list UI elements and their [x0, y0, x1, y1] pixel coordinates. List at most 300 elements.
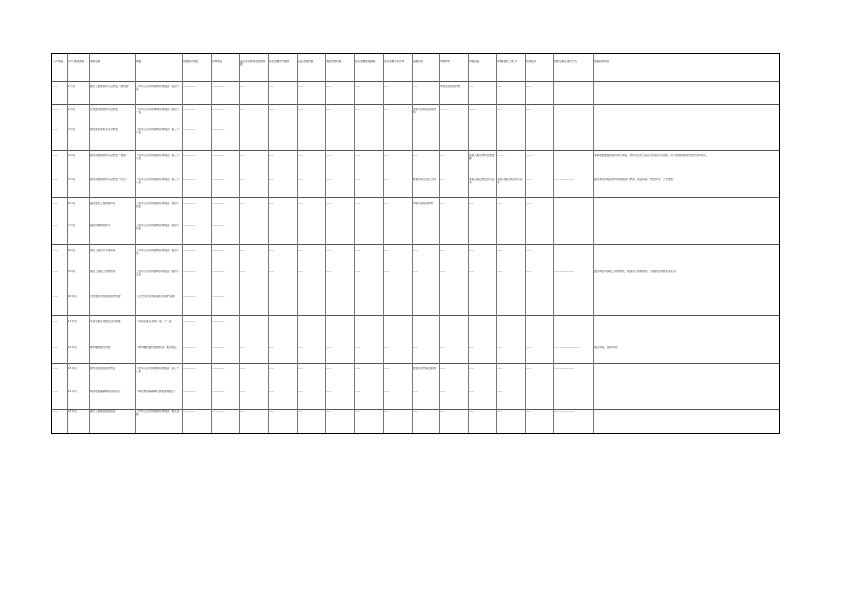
table-cell: ——	[497, 108, 503, 111]
table-cell	[594, 85, 778, 99]
table-cell: ——	[469, 367, 475, 370]
table-cell: —————	[183, 178, 196, 181]
table-cell: ——	[269, 178, 275, 181]
table-cell: 规划条件及出让合同	[413, 178, 436, 181]
table-cell: ——	[440, 390, 446, 393]
table-cell: ——	[413, 390, 419, 393]
table-cell	[326, 224, 353, 235]
table-cell: 风景名胜区内建设活动审批	[90, 320, 121, 323]
table-cell	[469, 128, 495, 139]
table-cell: ———	[440, 108, 448, 111]
table-cell: ——	[240, 202, 246, 205]
table-cell	[526, 390, 552, 401]
table-cell: 《中华人民共和国城乡规划法》第四十四条	[136, 224, 180, 231]
table-cell: 《中华人民共和国城乡规划法》第三十八条	[136, 367, 180, 374]
table-cell: ——	[497, 390, 503, 393]
table-cell: ——	[526, 85, 532, 88]
table-cell: ——	[269, 390, 275, 393]
table-cell	[440, 224, 467, 235]
data-table	[51, 53, 780, 434]
table-cell: 11 许可	[68, 320, 78, 323]
row-label: ——	[53, 108, 59, 111]
table-cell: ——	[413, 85, 419, 88]
table-cell: 申请书及相关材料	[413, 202, 434, 205]
row-divider	[52, 315, 779, 316]
table-cell	[326, 295, 353, 306]
table-cell	[269, 224, 296, 235]
table-cell	[554, 320, 592, 331]
table-cell: ——	[298, 85, 304, 88]
table-cell: ——	[355, 154, 361, 157]
table-cell: ——	[440, 367, 446, 370]
table-cell: ——	[413, 270, 419, 273]
table-cell: ——	[355, 108, 361, 111]
table-cell: ——	[497, 270, 503, 273]
table-cell	[594, 367, 778, 381]
table-cell	[240, 128, 267, 139]
table-cell	[594, 295, 778, 309]
row-label: ——	[53, 178, 59, 181]
table-cell: ———	[526, 154, 534, 157]
header-cell: 是否需要现场勘验	[355, 60, 376, 63]
table-cell	[298, 224, 324, 235]
header-cell: 事项名称	[90, 60, 101, 63]
table-cell	[554, 390, 592, 401]
table-cell: 《中华人民共和国城乡规划法》第四十四条	[136, 202, 180, 209]
header-cell: 办理时限(工作日)	[497, 60, 517, 63]
table-cell	[469, 320, 495, 331]
table-cell: ——	[440, 178, 446, 181]
row-label: ——	[53, 202, 59, 205]
table-cell	[326, 128, 353, 139]
table-cell: —————	[183, 128, 196, 131]
table-cell: ——	[469, 390, 475, 393]
table-cell: ——	[240, 178, 246, 181]
table-cell: ——	[326, 178, 332, 181]
table-cell: ——	[355, 270, 361, 273]
table-cell: —————	[183, 108, 196, 111]
table-cell	[526, 224, 552, 235]
table-cell: ——————————	[554, 346, 580, 349]
table-cell: ——	[326, 270, 332, 273]
table-cell: —————	[212, 224, 225, 227]
row-divider	[52, 244, 779, 245]
table-cell	[240, 224, 267, 235]
table-cell: ——	[440, 202, 446, 205]
table-cell: ——	[355, 178, 361, 181]
table-cell: —————	[183, 295, 196, 298]
table-cell: —————	[183, 224, 196, 227]
table-cell: —————	[183, 270, 196, 273]
table-cell: ——	[269, 346, 275, 349]
table-cell: —————	[183, 249, 196, 252]
table-cell	[355, 128, 382, 139]
table-cell	[554, 224, 592, 235]
table-cell: ——	[413, 410, 419, 413]
table-cell: ——	[440, 410, 446, 413]
table-cell: ——	[469, 202, 475, 205]
header-cell: 序号 事项类别	[68, 60, 85, 63]
table-cell: ——	[298, 346, 304, 349]
table-cell: ——	[326, 249, 332, 252]
table-cell: 审查合格后核发许可证书	[497, 178, 523, 185]
table-cell: ——	[384, 346, 390, 349]
table-cell: 7 许可	[68, 224, 76, 227]
table-cell	[497, 295, 524, 306]
table-cell: ——	[440, 270, 446, 273]
table-cell: 建设工程规划放线验线	[90, 410, 116, 413]
header-cell: 受理窗口地址	[183, 60, 199, 63]
table-cell: ——	[269, 367, 275, 370]
table-cell: —————	[183, 154, 196, 157]
table-cell	[440, 128, 467, 139]
table-cell: 建设单位持相关材料向规划部门申请；依法审查；核发许可；公开结果。	[594, 178, 676, 181]
table-cell: ——	[326, 367, 332, 370]
header-cell: 是否需要中介服务	[269, 60, 290, 63]
table-cell	[384, 295, 411, 306]
table-cell: ————————	[554, 367, 575, 370]
table-cell: ——	[240, 249, 246, 252]
table-cell: ——	[326, 346, 332, 349]
table-cell: ——	[497, 346, 503, 349]
table-cell: 申请人提交材料完整准确	[469, 154, 495, 161]
table-cell: 建设用地规划许可证核发（出让）	[90, 178, 129, 181]
table-cell	[554, 108, 592, 119]
table-cell: ——	[240, 154, 246, 157]
table-cell: 15 许可	[68, 410, 78, 413]
table-cell	[355, 295, 382, 306]
table-cell: ——	[497, 202, 503, 205]
table-cell: ——	[269, 154, 275, 157]
table-cell: —————	[212, 108, 225, 111]
table-cell: —————	[212, 295, 225, 298]
table-cell: —————	[183, 390, 196, 393]
table-cell	[594, 108, 778, 122]
table-cell: ——	[355, 390, 361, 393]
table-cell	[497, 224, 524, 235]
table-cell: ——	[384, 367, 390, 370]
table-cell	[269, 295, 296, 306]
table-cell: ——	[384, 85, 390, 88]
table-cell	[594, 202, 778, 216]
table-cell: —————	[183, 367, 196, 370]
table-cell: ——	[526, 108, 532, 111]
table-cell: ——	[269, 410, 275, 413]
table-cell: ——	[355, 367, 361, 370]
table-cell: ——	[440, 154, 446, 157]
table-cell: 8 许可	[68, 249, 76, 252]
table-cell: ——	[526, 202, 532, 205]
table-cell: ——	[298, 270, 304, 273]
table-cell: ——	[526, 178, 532, 181]
table-cell	[554, 249, 592, 260]
table-cell: 建设项目选址意见书核发	[90, 128, 118, 131]
table-cell: ——	[384, 249, 390, 252]
table-cell: 规划条件申请及附图	[413, 367, 436, 370]
table-cell: —————	[183, 320, 196, 323]
table-cell: ——	[298, 390, 304, 393]
table-cell	[326, 320, 353, 331]
table-cell: ——	[384, 178, 390, 181]
table-cell	[355, 224, 382, 235]
table-cell: ——	[326, 154, 332, 157]
row-divider	[52, 150, 779, 151]
table-cell: ——	[497, 367, 503, 370]
table-cell: ——	[440, 249, 446, 252]
table-cell: ——	[298, 410, 304, 413]
table-cell: ——	[269, 85, 275, 88]
table-cell: ——	[355, 202, 361, 205]
table-cell	[594, 320, 778, 334]
table-cell: —————	[183, 410, 196, 413]
table-cell	[298, 320, 324, 331]
row-label: ——	[53, 249, 59, 252]
table-cell	[497, 320, 524, 331]
table-cell: ——	[384, 202, 390, 205]
table-cell: ——	[269, 202, 275, 205]
table-cell	[554, 154, 592, 165]
table-cell	[269, 320, 296, 331]
table-cell: ——	[269, 249, 275, 252]
table-cell	[497, 128, 524, 139]
table-cell: ——	[326, 410, 332, 413]
table-cell: 《城市雕塑建设管理办法》相关规定	[136, 346, 177, 349]
table-cell: ——	[469, 85, 475, 88]
table-cell: 《中华人民共和国城乡规划法》第四十条	[136, 249, 180, 256]
row-label: ——	[53, 346, 59, 349]
table-cell: ———	[497, 154, 505, 157]
table-cell	[469, 224, 495, 235]
header-divider	[52, 81, 779, 82]
table-cell: ————————	[554, 178, 575, 181]
table-cell: ————————	[554, 270, 575, 273]
table-cell: ——	[384, 108, 390, 111]
table-cell	[440, 295, 467, 306]
table-cell: ——	[240, 346, 246, 349]
table-cell: ——	[469, 346, 475, 349]
table-cell: 《城乡规划编制单位资质管理规定》	[136, 390, 177, 393]
row-label: ——	[53, 410, 59, 413]
table-cell: 4 许可	[68, 154, 76, 157]
table-cell: ——	[355, 249, 361, 252]
table-cell: ——	[469, 270, 475, 273]
table-cell: 3 许可	[68, 128, 76, 131]
table-cell: 本事项依据规划条件进行审查，材料齐全符合法定形式的予以受理，并于承诺时限内办结送达申请人。	[594, 154, 709, 157]
table-cell	[413, 128, 438, 139]
table-cell: —————	[183, 346, 196, 349]
table-cell: 申请书及相关证明材料	[413, 108, 436, 115]
row-divider	[52, 104, 779, 105]
header-cell: 特别程序	[526, 60, 537, 63]
table-cell: —————	[212, 270, 225, 273]
table-cell: 建设用地规划许可证核发（划拨）	[90, 154, 129, 157]
table-cell: ——	[355, 85, 361, 88]
table-cell: ——	[298, 202, 304, 205]
table-cell: ——	[326, 85, 332, 88]
table-cell	[554, 202, 592, 213]
table-cell: —————	[212, 178, 225, 181]
table-cell	[594, 410, 778, 424]
table-cell: —————	[212, 154, 225, 157]
table-cell: 9 许可	[68, 270, 76, 273]
table-cell: 申请表及相关材料	[440, 85, 461, 88]
header-cell: 申请材料	[440, 60, 451, 63]
table-cell: ——	[298, 178, 304, 181]
table-cell	[269, 128, 296, 139]
table-cell: ——	[526, 410, 532, 413]
table-cell: ——	[413, 346, 419, 349]
table-cell: ——	[497, 85, 503, 88]
table-cell: 5 许可	[68, 178, 76, 181]
table-cell: ——	[326, 390, 332, 393]
table-cell: ————————	[554, 410, 575, 413]
table-cell: ——	[384, 410, 390, 413]
table-cell	[554, 295, 592, 306]
header-cell: 门户网站	[53, 60, 64, 63]
table-cell: 建设工程规划许可证核发（建筑类）	[90, 85, 131, 88]
row-label: ——	[53, 224, 59, 227]
table-cell: ——	[384, 390, 390, 393]
row-label: ——	[53, 320, 59, 323]
table-cell	[526, 128, 552, 139]
table-cell	[594, 390, 778, 404]
table-cell	[240, 320, 267, 331]
table-cell: 《历史文化名城名镇名村保护条例》	[136, 295, 177, 298]
table-cell: ——	[240, 85, 246, 88]
row-divider	[52, 363, 779, 364]
table-cell: 临时用地规划许可	[90, 224, 111, 227]
table-cell: ——	[440, 346, 446, 349]
row-label: ——	[53, 367, 59, 370]
table-cell	[526, 295, 552, 306]
table-cell: 建设工程设计方案审查	[90, 249, 116, 252]
table-cell: 12 许可	[68, 346, 78, 349]
table-cell: —————	[212, 410, 225, 413]
header-cell: 监督投诉电话	[594, 60, 610, 63]
table-cell: 《风景名胜区条例》第二十八条	[136, 320, 172, 323]
table-cell: ——	[526, 270, 532, 273]
table-cell: 乡村建设规划许可证核发	[90, 108, 118, 111]
table-cell: 《中华人民共和国城乡规划法》第三十八条	[136, 178, 180, 185]
table-cell	[355, 320, 382, 331]
table-cell: ——	[526, 249, 532, 252]
table-cell: 6 许可	[68, 202, 76, 205]
header-cell: 是否需要专家评审	[384, 60, 405, 63]
table-cell: —————	[212, 367, 225, 370]
table-cell: ——	[469, 249, 475, 252]
row-label: ——	[53, 128, 59, 131]
table-cell	[594, 128, 778, 142]
header-cell: 承诺办结时限	[326, 60, 342, 63]
header-cell: 咨询电话	[212, 60, 223, 63]
table-cell	[554, 128, 592, 139]
table-cell	[440, 320, 467, 331]
header-cell: 受理条件	[413, 60, 424, 63]
table-cell: ——	[269, 108, 275, 111]
row-divider	[52, 197, 779, 198]
table-cell: ——	[413, 154, 419, 157]
table-cell: ——	[298, 367, 304, 370]
header-cell: 是否涉及费用及收费依据	[240, 60, 266, 67]
table-cell: ——	[384, 270, 390, 273]
table-cell: 建设工程竣工规划核实	[90, 270, 116, 273]
table-cell: ——	[326, 108, 332, 111]
table-cell: 临时建设工程规划许可	[90, 202, 116, 205]
header-cell: 结果名称及送达方式	[554, 60, 577, 63]
table-cell	[413, 320, 438, 331]
table-cell: ——	[298, 154, 304, 157]
table-cell: —————	[183, 202, 196, 205]
table-cell: ——	[298, 108, 304, 111]
table-cell: ——	[240, 270, 246, 273]
table-cell	[384, 128, 411, 139]
table-cell	[413, 295, 438, 306]
table-cell	[526, 320, 552, 331]
table-cell	[554, 85, 592, 96]
table-cell: ——	[298, 249, 304, 252]
table-cell: —————	[212, 390, 225, 393]
table-cell: 10 许可	[68, 295, 78, 298]
header-cell: 办理流程	[469, 60, 480, 63]
row-label: ——	[53, 85, 59, 88]
table-cell: 《中华人民共和国城乡规划法》第四十五条	[136, 270, 180, 277]
row-label: ——	[53, 390, 59, 393]
table-cell: 1 许可	[68, 85, 76, 88]
table-cell: 建设单位申请竣工规划核实，规划部门现场核实，合格的出具核实意见书。	[594, 270, 678, 273]
table-cell	[384, 224, 411, 235]
table-cell: ——	[526, 346, 532, 349]
table-cell: 审查合格后核发许可证书	[469, 178, 495, 185]
table-cell: ——	[384, 154, 390, 157]
table-cell: ——	[326, 202, 332, 205]
table-cell: ——	[240, 367, 246, 370]
row-label: ——	[53, 295, 59, 298]
table-cell: ——	[413, 249, 419, 252]
table-cell: ——	[269, 270, 275, 273]
row-label: ——	[53, 270, 59, 273]
table-cell: —————	[212, 128, 225, 131]
table-cell: 14 许可	[68, 390, 78, 393]
table-cell: —————	[212, 85, 225, 88]
table-cell: —————	[212, 320, 225, 323]
table-cell	[298, 295, 324, 306]
table-cell: ——	[355, 410, 361, 413]
table-cell	[413, 224, 438, 235]
table-cell: ——	[240, 390, 246, 393]
table-cell: 13 许可	[68, 367, 78, 370]
table-cell: 城市雕塑建设审批	[90, 346, 111, 349]
table-cell	[240, 295, 267, 306]
header-cell: 法定办结时限	[298, 60, 314, 63]
table-cell: 依法审查，按时办结。	[594, 346, 620, 349]
table-cell: ——	[240, 108, 246, 111]
table-cell: 《中华人民共和国城乡规划法》第三十七条	[136, 154, 180, 161]
table-cell: —————	[212, 346, 225, 349]
table-cell: 《中华人民共和国城乡规划法》相关条款	[136, 410, 180, 417]
table-cell: ——	[240, 410, 246, 413]
table-cell: ——	[355, 346, 361, 349]
table-cell	[384, 320, 411, 331]
table-cell: 历史建筑实施原址保护审批	[90, 295, 121, 298]
table-cell: 2 许可	[68, 108, 76, 111]
table-cell	[469, 295, 495, 306]
table-cell: 城乡规划编制单位资质认定	[90, 390, 121, 393]
table-cell: ——	[497, 249, 503, 252]
row-label: ——	[53, 154, 59, 157]
table-cell	[298, 128, 324, 139]
table-cell: —————	[212, 202, 225, 205]
table-cell: 《中华人民共和国城乡规划法》第四十条	[136, 85, 180, 92]
